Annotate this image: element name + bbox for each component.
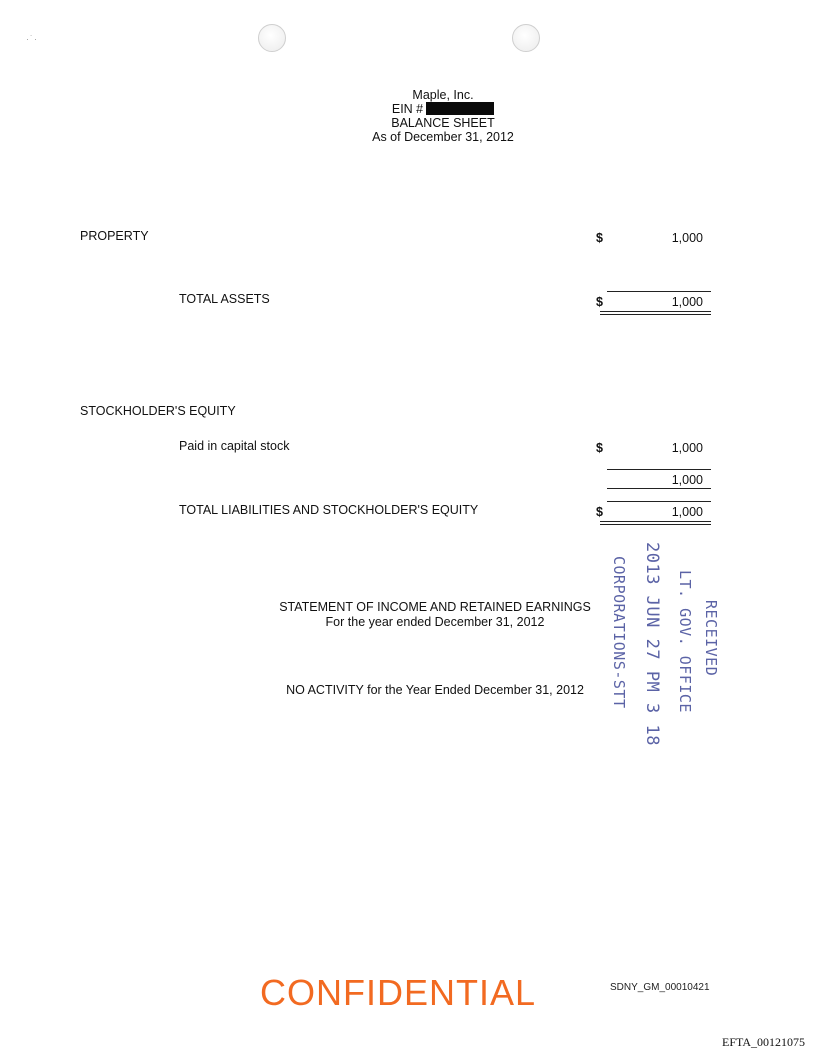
received-stamp-line-3: 2013 JUN 27 PM 3 18 xyxy=(642,542,662,746)
property-currency: $ xyxy=(596,231,603,245)
company-name: Maple, Inc. xyxy=(412,88,474,102)
ein-label: EIN # xyxy=(391,102,424,116)
scan-specks: ·˙· xyxy=(26,34,38,44)
total-equity-double-rule-2 xyxy=(600,524,711,525)
received-stamp-line-1: RECEIVED xyxy=(702,600,720,677)
punch-hole-right xyxy=(512,24,540,52)
received-stamp-line-2: LT. GOV. OFFICE xyxy=(676,570,694,713)
paid-in-capital-label: Paid in capital stock xyxy=(179,439,290,453)
total-equity-double-rule-1 xyxy=(600,521,711,522)
subtotal-bottom-rule xyxy=(607,488,711,489)
total-liabilities-equity-label: TOTAL LIABILITIES AND STOCKHOLDER'S EQUITY xyxy=(179,503,479,517)
property-label: PROPERTY xyxy=(80,229,149,243)
received-stamp-line-4: CORPORATIONS-STT xyxy=(610,556,628,709)
total-liabilities-equity-currency: $ xyxy=(596,505,603,519)
property-amount: 1,000 xyxy=(671,231,703,245)
paid-in-capital-amount: 1,000 xyxy=(671,441,703,455)
total-assets-amount: 1,000 xyxy=(671,295,703,309)
total-assets-double-rule-1 xyxy=(600,311,711,312)
confidential-watermark: CONFIDENTIAL xyxy=(260,972,537,1013)
total-assets-currency: $ xyxy=(596,295,603,309)
total-equity-top-rule xyxy=(607,501,711,502)
equity-subtotal-amount: 1,000 xyxy=(671,473,703,487)
total-liabilities-equity-amount: 1,000 xyxy=(671,505,703,519)
as-of-date: As of December 31, 2012 xyxy=(372,130,514,144)
total-assets-label: TOTAL ASSETS xyxy=(179,292,270,306)
document-title: BALANCE SHEET xyxy=(391,116,495,130)
total-assets-double-rule-2 xyxy=(600,314,711,315)
income-statement-period: For the year ended December 31, 2012 xyxy=(325,615,545,629)
paid-in-capital-currency: $ xyxy=(596,441,603,455)
ein-redaction xyxy=(426,102,494,115)
no-activity-note: NO ACTIVITY for the Year Ended December 31, 2012 xyxy=(286,683,584,697)
income-statement-title: STATEMENT OF INCOME AND RETAINED EARNINGS xyxy=(279,600,591,614)
subtotal-top-rule xyxy=(607,469,711,470)
efta-number: EFTA_00121075 xyxy=(722,1035,806,1049)
punch-hole-left xyxy=(258,24,286,52)
total-assets-top-rule xyxy=(607,291,711,292)
ein-line xyxy=(300,102,586,116)
bates-number: SDNY_GM_00010421 xyxy=(610,982,710,993)
equity-section-label: STOCKHOLDER'S EQUITY xyxy=(80,404,236,418)
